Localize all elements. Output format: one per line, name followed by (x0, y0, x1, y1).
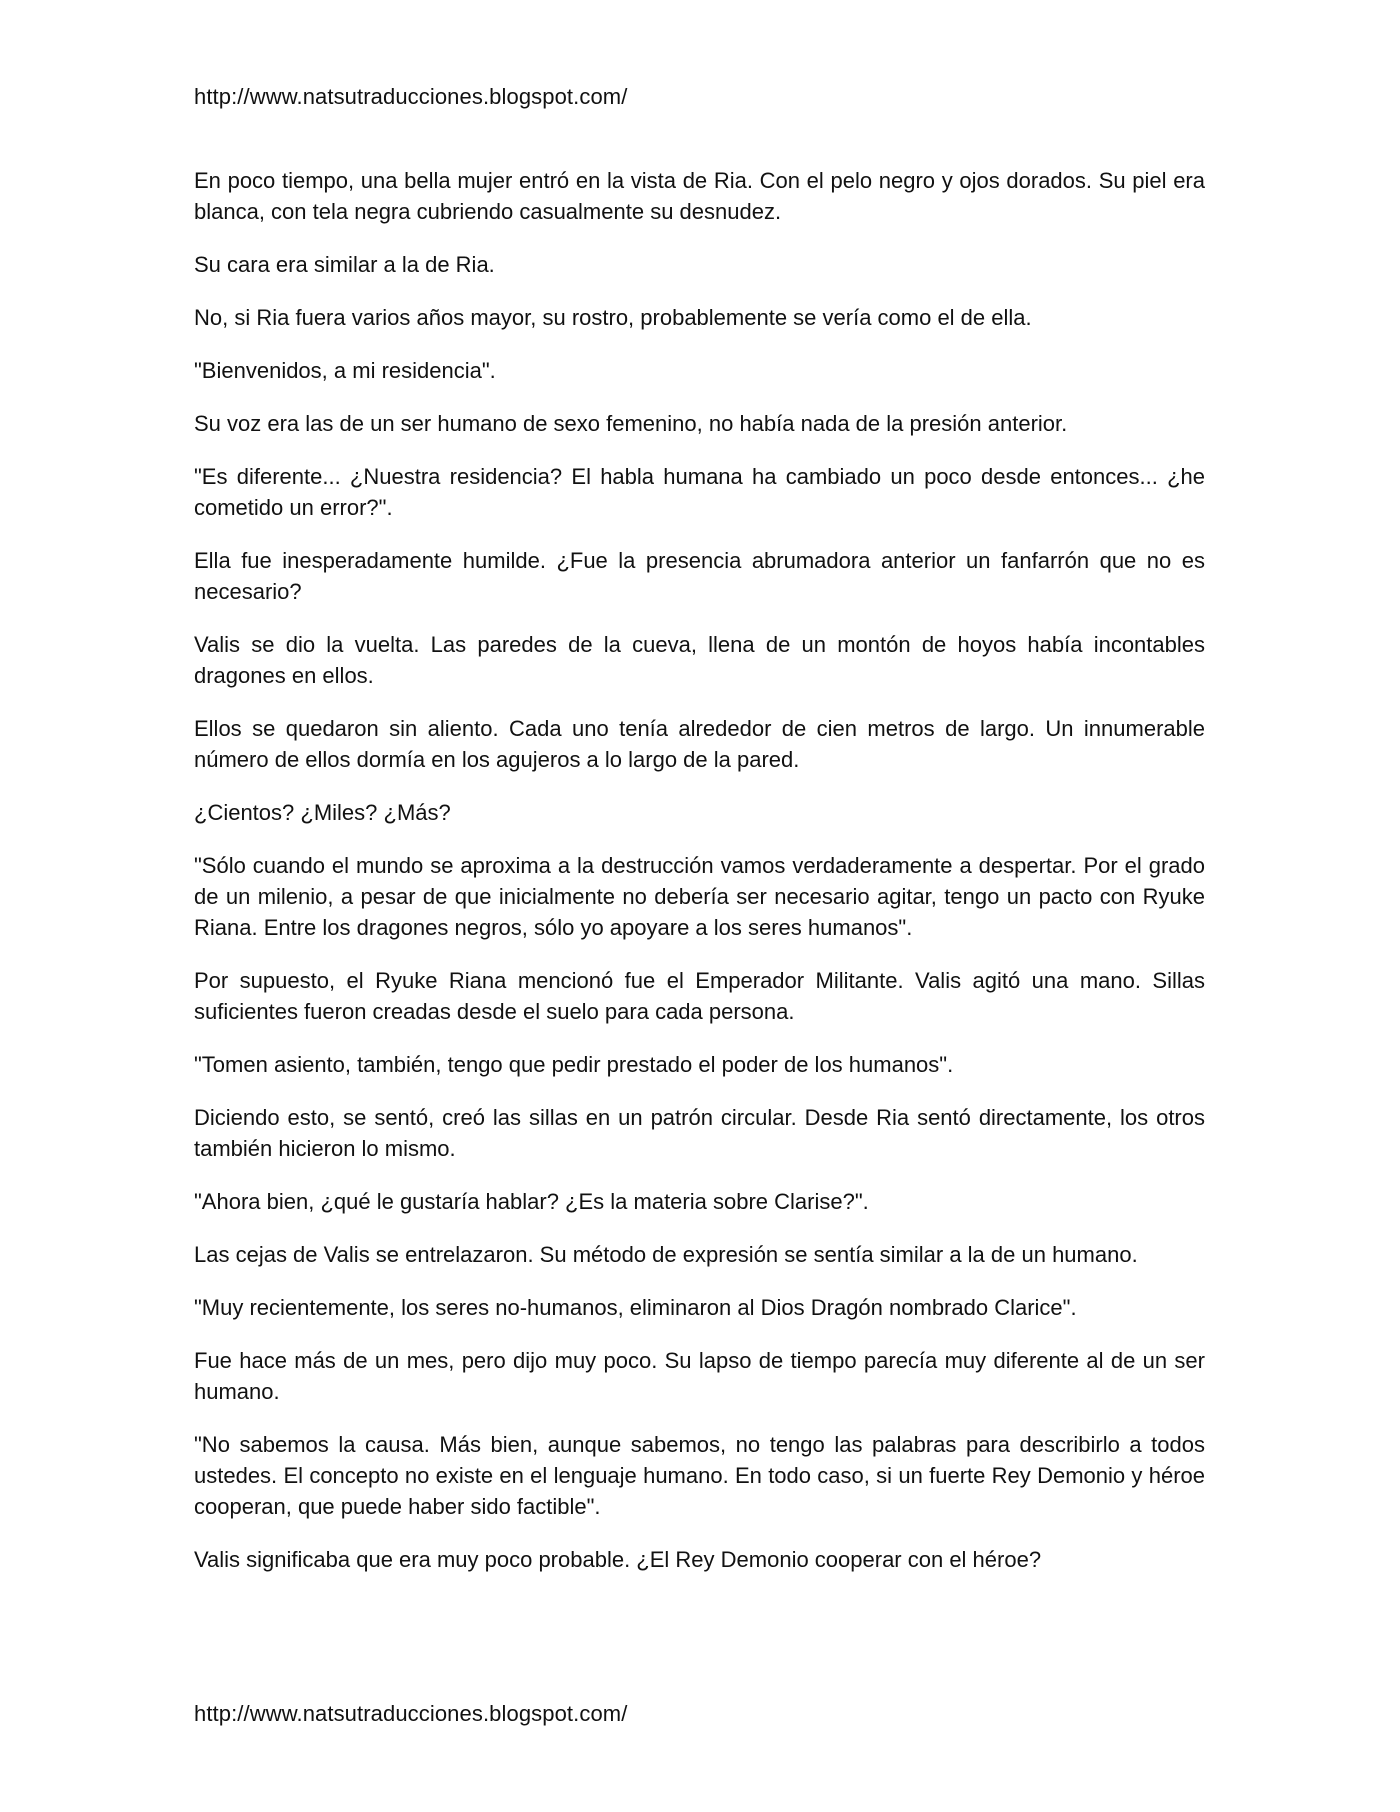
paragraph: Fue hace más de un mes, pero dijo muy poco. Su lapso de tiempo parecía muy diferente al de un ser humano. (194, 1348, 1205, 1404)
paragraph: Por supuesto, el Ryuke Riana mencionó fue el Emperador Militante. Valis agitó una mano. Sillas suficientes fueron creadas desde el suelo para cada persona. (194, 968, 1205, 1024)
paragraph: Valis se dio la vuelta. Las paredes de la cueva, llena de un montón de hoyos había incontables dragones en ellos. (194, 632, 1205, 688)
paragraph: "No sabemos la causa. Más bien, aunque sabemos, no tengo las palabras para describirlo a todos ustedes. El concepto no existe en el lenguaje humano. En todo caso, si un fuerte Rey Demonio y héroe cooperan, que puede haber sido factible". (194, 1432, 1205, 1519)
paragraph: Las cejas de Valis se entrelazaron. Su método de expresión se sentía similar a la de un humano. (194, 1242, 1138, 1267)
paragraph: "Tomen asiento, también, tengo que pedir prestado el poder de los humanos". (194, 1052, 954, 1077)
paragraph: Ellos se quedaron sin aliento. Cada uno tenía alrededor de cien metros de largo. Un innumerable número de ellos dormía en los agujeros a lo largo de la pared. (194, 716, 1205, 772)
document-body (194, 165, 1205, 1597)
paragraph: "Es diferente... ¿Nuestra residencia? El habla humana ha cambiado un poco desde entonces... ¿he cometido un error?". (194, 464, 1205, 520)
paragraph: "Ahora bien, ¿qué le gustaría hablar? ¿Es la materia sobre Clarise?". (194, 1189, 869, 1214)
footer-url: http://www.natsutraducciones.blogspot.com/ (194, 1701, 628, 1726)
paragraph: "Bienvenidos, a mi residencia". (194, 358, 496, 383)
paragraph: En poco tiempo, una bella mujer entró en la vista de Ria. Con el pelo negro y ojos dorados. Su piel era blanca, con tela negra cubriendo casualmente su desnudez. (194, 168, 1205, 224)
paragraph: No, si Ria fuera varios años mayor, su rostro, probablemente se vería como el de ella. (194, 305, 1032, 330)
paragraph: Valis significaba que era muy poco probable. ¿El Rey Demonio cooperar con el héroe? (194, 1547, 1042, 1572)
header-url: http://www.natsutraducciones.blogspot.com/ (194, 84, 628, 109)
paragraph: Ella fue inesperadamente humilde. ¿Fue la presencia abrumadora anterior un fanfarrón que no es necesario? (194, 548, 1205, 604)
paragraph: Su cara era similar a la de Ria. (194, 252, 495, 277)
paragraph: Diciendo esto, se sentó, creó las sillas en un patrón circular. Desde Ria sentó directamente, los otros también hicieron lo mismo. (194, 1105, 1205, 1161)
paragraph: ¿Cientos? ¿Miles? ¿Más? (194, 800, 451, 825)
paragraph: "Muy recientemente, los seres no-humanos, eliminaron al Dios Dragón nombrado Clarice". (194, 1295, 1077, 1320)
paragraph: Su voz era las de un ser humano de sexo femenino, no había nada de la presión anterior. (194, 411, 1068, 436)
paragraph: "Sólo cuando el mundo se aproxima a la destrucción vamos verdaderamente a despertar. Por el grado de un milenio, a pesar de que inicialmente no debería ser necesario agitar, tengo un pacto con Ryuke Riana. Entre los dragones negros, sólo yo apoyare a los seres humanos". (194, 853, 1205, 940)
